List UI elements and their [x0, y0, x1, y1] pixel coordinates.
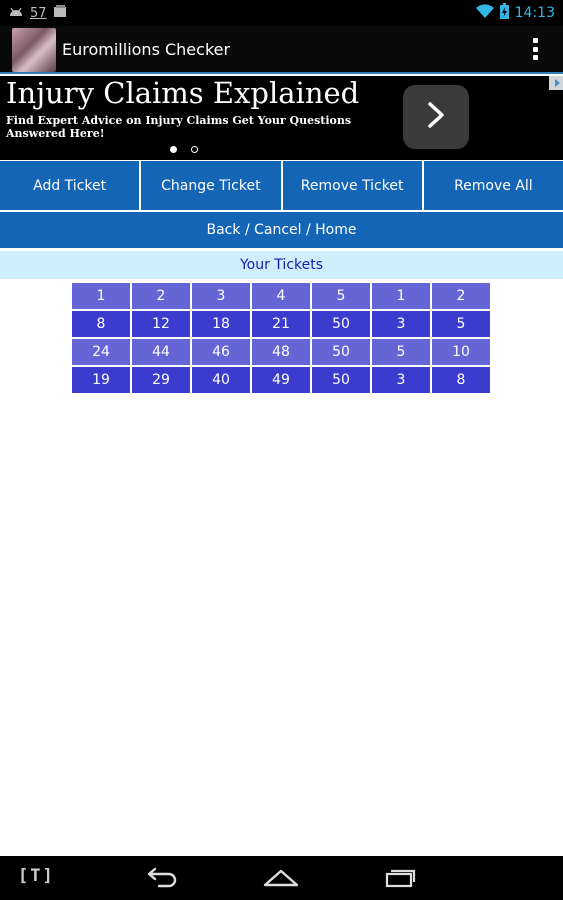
home-icon[interactable] — [262, 868, 300, 892]
recent-apps-icon[interactable] — [384, 866, 418, 892]
app-icon — [12, 28, 56, 72]
overflow-menu-icon[interactable] — [533, 38, 539, 60]
ticket-lucky-star: 5 — [371, 338, 431, 366]
ticket-number: 4 — [251, 282, 311, 310]
ticket-number: 46 — [191, 338, 251, 366]
back-icon[interactable] — [143, 866, 179, 892]
remove-ticket-button[interactable]: Remove Ticket — [283, 161, 424, 210]
ticket-action-buttons — [0, 161, 563, 210]
ticket-number: 8 — [71, 310, 131, 338]
change-ticket-button[interactable]: Change Ticket — [141, 161, 282, 210]
ticket-number: 50 — [311, 310, 371, 338]
ad-dot-active — [170, 146, 177, 153]
ticket-row[interactable] — [71, 310, 491, 338]
ticket-number: 2 — [131, 282, 191, 310]
ticket-number: 48 — [251, 338, 311, 366]
remove-all-button[interactable]: Remove All — [424, 161, 563, 210]
overflow-dot — [533, 38, 538, 43]
ticket-number: 5 — [311, 282, 371, 310]
ticket-number: 50 — [311, 338, 371, 366]
tickets-grid — [71, 282, 491, 394]
ticket-row[interactable] — [71, 366, 491, 394]
ticket-number: 50 — [311, 366, 371, 394]
ad-dot — [191, 146, 198, 153]
ticket-number: 24 — [71, 338, 131, 366]
ticket-number: 40 — [191, 366, 251, 394]
ticket-number: 18 — [191, 310, 251, 338]
your-tickets-header: Your Tickets — [0, 251, 563, 279]
ticket-lucky-star: 10 — [431, 338, 491, 366]
notification-count: 57 — [30, 5, 47, 21]
ticket-lucky-star: 2 — [431, 282, 491, 310]
android-icon — [8, 5, 24, 21]
ticket-number: 44 — [131, 338, 191, 366]
ticket-lucky-star: 1 — [371, 282, 431, 310]
chevron-right-icon — [426, 101, 446, 133]
ticket-number: 12 — [131, 310, 191, 338]
status-bar — [0, 0, 563, 26]
ad-pager-dots — [170, 146, 198, 153]
action-bar — [0, 26, 563, 74]
ticket-lucky-star: 3 — [371, 366, 431, 394]
ticket-number: 3 — [191, 282, 251, 310]
back-cancel-home-button[interactable]: Back / Cancel / Home — [0, 212, 563, 248]
overflow-dot — [533, 47, 538, 52]
ad-arrow-button[interactable] — [403, 85, 469, 149]
ad-info-icon[interactable] — [549, 76, 563, 90]
app-title: Euromillions Checker — [62, 40, 231, 59]
wifi-icon — [476, 3, 494, 23]
ticket-lucky-star: 3 — [371, 310, 431, 338]
ticket-number: 29 — [131, 366, 191, 394]
battery-icon — [500, 3, 509, 23]
ticket-number: 21 — [251, 310, 311, 338]
clock: 14:13 — [514, 5, 555, 21]
status-right — [476, 3, 555, 23]
ticket-number: 49 — [251, 366, 311, 394]
ticket-number: 19 — [71, 366, 131, 394]
ad-title: Injury Claims Explained — [6, 76, 360, 110]
status-left — [8, 4, 67, 22]
ticket-number: 1 — [71, 282, 131, 310]
ad-banner[interactable] — [0, 76, 563, 160]
ticket-row[interactable] — [71, 282, 491, 310]
add-ticket-button[interactable]: Add Ticket — [0, 161, 141, 210]
ticket-lucky-star: 5 — [431, 310, 491, 338]
ticket-lucky-star: 8 — [431, 366, 491, 394]
image-notification-icon — [53, 4, 67, 22]
system-nav-bar — [0, 856, 563, 900]
overflow-dot — [533, 55, 538, 60]
ticket-row[interactable] — [71, 338, 491, 366]
text-input-indicator[interactable]: [T] — [18, 866, 55, 886]
ad-description: Find Expert Advice on Injury Claims Get Your Questions Answered Here! — [6, 114, 352, 140]
